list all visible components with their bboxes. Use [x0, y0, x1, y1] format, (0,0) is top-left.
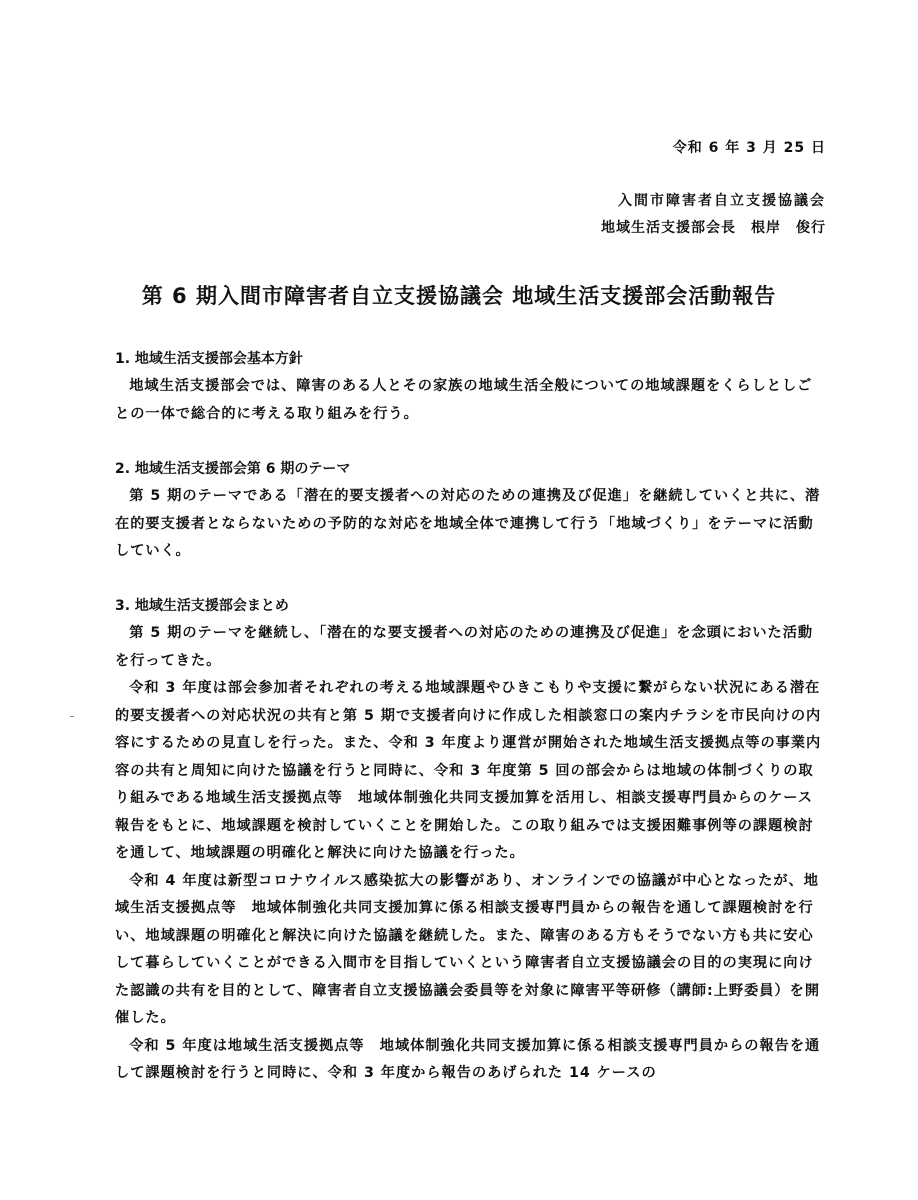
organization-name: 入間市障害者自立支援協議会: [618, 193, 826, 209]
section-summary: [115, 593, 825, 1088]
author-line: 地域生活支援部会長 根岸 俊行: [601, 220, 826, 236]
section-heading: 3. 地域生活支援部会まとめ: [115, 598, 289, 614]
document-title: 第 6 期入間市障害者自立支援協議会 地域生活支援部会活動報告: [141, 284, 777, 308]
section-theme: [115, 456, 825, 566]
section-paragraph: 令和 4 年度は新型コロナウイルス感染拡大の影響があり、オンラインでの協議が中心となったが、地域生活支援拠点等 地域体制強化共同支援加算に係る相談支援専門員からの報告を通して課題検討を行い、地域課題の明確化と解決に向けた協議を継続した。また、障害のある方もそうでない方も共に安心して暮らしていくことができる入間市を目指していくという障害者自立支援協議会の目的の実現に向けた認識の共有を目的として、障害者自立支援協議会委員等を対象に障害平等研修（講師:上野委員）を開催した。: [115, 872, 821, 1026]
margin-mark: [70, 716, 74, 717]
section-paragraph: 令和 3 年度は部会参加者それぞれの考える地域課題やひきこもりや支援に繋がらない状況にある潜在的要支援者への対応状況の共有と第 5 期で支援者向けに作成した相談窓口の案内チラシを市民向けの内容にするための見直しを行った。また、令和 3 年度より運営が開始された地域生活支援拠点等の事業内容の共有と周知に向けた協議を行うと同時に、令和 3 年度第 5 回の部会からは地域の体制づくりの取り組みである地域生活支援拠点等 地域体制強化共同支援加算を活用し、相談支援専門員からのケース報告をもとに、地域課題を検討していくことを開始した。この取り組みでは支援困難事例等の課題検討を通して、地域課題の明確化と解決に向けた協議を行った。: [115, 680, 822, 861]
section-paragraph: 第 5 期のテーマである「潜在的要支援者への対応のための連携及び促進」を継続していくと共に、潜在的要支援者とならないための予防的な対応を地域全体で連携して行う「地域づくり」をテーマに活動していく。: [115, 488, 821, 559]
report-date: 令和 6 年 3 月 25 日: [672, 140, 826, 156]
section-paragraph: 地域生活支援部会では、障害のある人とその家族の地域生活全般についての地域課題をくらしとしごとの一体で総合的に考える取り組みを行う。: [115, 378, 813, 422]
section-paragraph: 第 5 期のテーマを継続し、「潜在的な要支援者への対応のための連携及び促進」を念頭においた活動を行ってきた。: [115, 625, 814, 669]
section-heading: 2. 地域生活支援部会第 6 期のテーマ: [115, 461, 351, 477]
section-heading: 1. 地域生活支援部会基本方針: [115, 351, 303, 367]
section-paragraph: 令和 5 年度は地域生活支援拠点等 地域体制強化共同支援加算に係る相談支援専門員からの報告を通して課題検討を行うと同時に、令和 3 年度から報告のあげられた 14 ケースの: [115, 1037, 821, 1081]
section-basic-policy: [115, 346, 825, 428]
